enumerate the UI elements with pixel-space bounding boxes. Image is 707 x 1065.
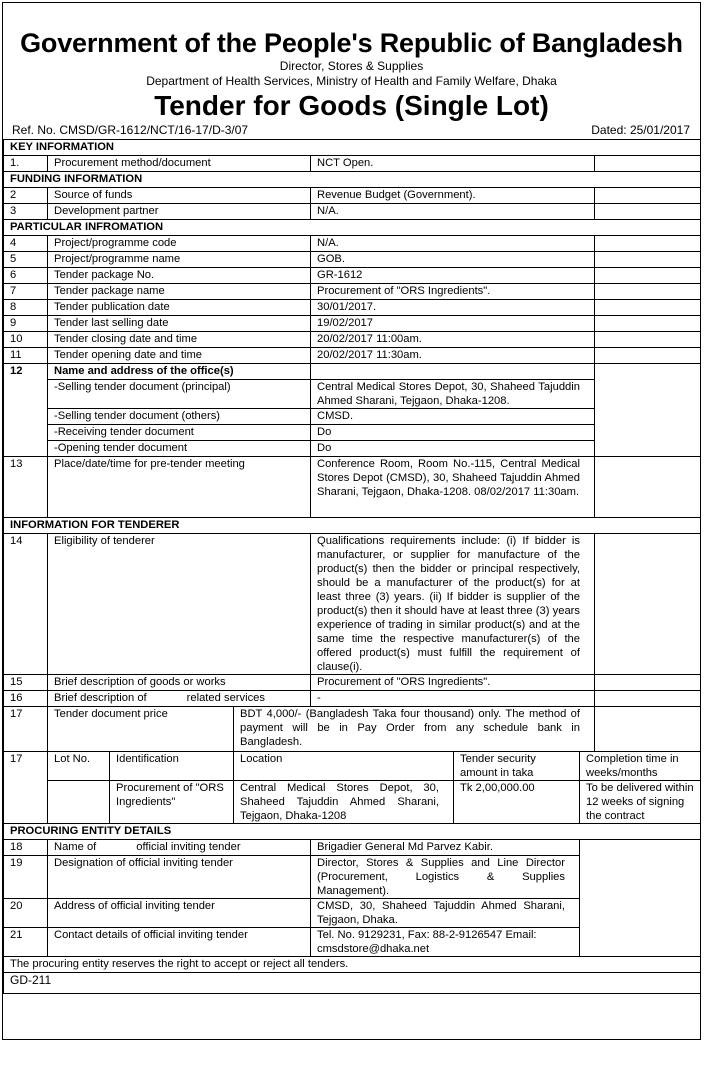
row-label: Designation of official inviting tender [48, 856, 311, 899]
row-value: Procurement of "ORS Ingredients". [311, 675, 595, 691]
row-label: Tender last selling date [48, 316, 311, 332]
table-row [4, 332, 701, 348]
table-row [4, 781, 701, 824]
row-extra [595, 268, 701, 284]
row-extra [595, 707, 701, 752]
row-extra [595, 300, 701, 316]
table-row [4, 364, 701, 380]
row-label: Tender package name [48, 284, 311, 300]
row-extra [595, 534, 701, 675]
row-number: 18 [4, 840, 48, 856]
row-number: 16 [4, 691, 48, 707]
row-number: 15 [4, 675, 48, 691]
row-label: Tender document price [48, 707, 234, 752]
completion-cell: To be delivered within 12 weeks of signing the contract [580, 781, 701, 824]
table-row [4, 957, 701, 973]
row-value: Revenue Budget (Government). [311, 188, 595, 204]
row-label: Tender package No. [48, 268, 311, 284]
table-row [4, 316, 701, 332]
row-value: CMSD, 30, Shaheed Tajuddin Ahmed Sharani, Tejgaon, Dhaka. [311, 899, 580, 928]
table-row [4, 707, 701, 752]
ref-number: Ref. No. CMSD/GR-1612/NCT/16-17/D-3/07 [12, 123, 249, 137]
department-line: Department of Health Services, Ministry of Health and Family Welfare, Dhaka [146, 74, 557, 88]
row-number: 5 [4, 252, 48, 268]
row-value: Do [311, 425, 595, 441]
section-row [4, 518, 701, 534]
row-label: Eligibility of tenderer [48, 534, 311, 675]
government-title: Government of the People's Republic of Bangladesh [20, 28, 683, 58]
row-number: 7 [4, 284, 48, 300]
row-value: 20/02/2017 11:00am. [311, 332, 595, 348]
row-label: Name of official inviting tender [48, 840, 311, 856]
row-number: 8 [4, 300, 48, 316]
row-extra [595, 332, 701, 348]
row-extra [595, 316, 701, 332]
section-row [4, 140, 701, 156]
section-tenderer: INFORMATION FOR TENDERER [4, 518, 701, 534]
row-number: 21 [4, 928, 48, 957]
row-label: Address of official inviting tender [48, 899, 311, 928]
section-row [4, 172, 701, 188]
row-extra [595, 675, 701, 691]
row-number: 12 [4, 364, 48, 457]
tender-title: Tender for Goods (Single Lot) [154, 90, 549, 121]
row-extra [595, 236, 701, 252]
row-value: Qualifications requirements include: (i) If bidder is manufacturer, or supplier for manufacture of the product(s) then the bidder or principal respectively, should be a manufacturer of the product(s) for at least three (3) years. (ii) If bidder is supplier of the product(s) then it should have at least three (3) years experience of trading in similar product(s) and at the same time the respective manufacturer(s) of the offered product(s) must fulfill the requirement of clause(i). [311, 534, 595, 675]
row-extra [595, 156, 701, 172]
row-value: N/A. [311, 204, 595, 220]
row-value: 20/02/2017 11:30am. [311, 348, 595, 364]
row-number: 6 [4, 268, 48, 284]
section-procuring: PROCURING ENTITY DETAILS [4, 824, 701, 840]
row-label: Project/programme name [48, 252, 311, 268]
row-label: -Opening tender document [48, 441, 311, 457]
row-label: Project/programme code [48, 236, 311, 252]
director-line: Director, Stores & Supplies [279, 59, 424, 73]
row-extra [595, 252, 701, 268]
row-extra [595, 457, 701, 518]
row-value: GOB. [311, 252, 595, 268]
row-extra [595, 691, 701, 707]
row-extra [595, 188, 701, 204]
identification-cell: Procurement of "ORS Ingredients" [110, 781, 234, 824]
table-row [4, 457, 701, 518]
row-label: Source of funds [48, 188, 311, 204]
footer-code: GD-211 [4, 973, 701, 994]
row-value: 19/02/2017 [311, 316, 595, 332]
row-value: Conference Room, Room No.-115, Central Medical Stores Depot (CMSD), 30, Shaheed Tajuddin Ahmed Sharani, Tejgaon, Dhaka-1208. 08/02/2017 11:30am. [311, 457, 595, 518]
row-label: -Selling tender document (principal) [48, 380, 311, 409]
row-number: 11 [4, 348, 48, 364]
row-label: Tender opening date and time [48, 348, 311, 364]
lot-cell [48, 781, 110, 824]
row-value: NCT Open. [311, 156, 595, 172]
table-row [4, 534, 701, 675]
row-value: N/A. [311, 236, 595, 252]
table-row [4, 691, 701, 707]
table-row [4, 840, 701, 856]
row-value: Central Medical Stores Depot, 30, Shaheed Tajuddin Ahmed Sharani, Tejgaon, Dhaka-1208. [311, 380, 595, 409]
tender-table [3, 139, 701, 994]
row-extra [595, 204, 701, 220]
row-label: Brief description of goods or works [48, 675, 311, 691]
row-value [311, 364, 595, 380]
table-row [4, 268, 701, 284]
row-number: 19 [4, 856, 48, 899]
section-key: KEY INFORMATION [4, 140, 701, 156]
row-extra [595, 364, 701, 457]
footer-note: The procuring entity reserves the right to accept or reject all tenders. [4, 957, 701, 973]
notice-header [3, 3, 700, 123]
table-row [4, 348, 701, 364]
row-number: 13 [4, 457, 48, 518]
row-label: Brief description of related services [48, 691, 311, 707]
identification-header: Identification [110, 752, 234, 781]
row-label: Name and address of the office(s) [48, 364, 311, 380]
table-row [4, 284, 701, 300]
table-row [4, 236, 701, 252]
lot-header: Lot No. [48, 752, 110, 781]
section-row [4, 220, 701, 236]
completion-header: Completion time in weeks/months [580, 752, 701, 781]
section-particular: PARTICULAR INFROMATION [4, 220, 701, 236]
row-value: Director, Stores & Supplies and Line Director (Procurement, Logistics & Supplies Management). [311, 856, 580, 899]
section-funding: FUNDING INFORMATION [4, 172, 701, 188]
row-number: 17 [4, 752, 48, 824]
table-row [4, 188, 701, 204]
row-number: 10 [4, 332, 48, 348]
section-row [4, 824, 701, 840]
table-row [4, 752, 701, 781]
row-label: -Selling tender document (others) [48, 409, 311, 425]
security-header: Tender security amount in taka [454, 752, 580, 781]
row-value: - [311, 691, 595, 707]
row-label: Tender closing date and time [48, 332, 311, 348]
location-cell: Central Medical Stores Depot, 30, Shaheed Tajuddin Ahmed Sharani, Tejgaon, Dhaka-1208 [234, 781, 454, 824]
row-extra [595, 284, 701, 300]
row-number: 14 [4, 534, 48, 675]
security-cell: Tk 2,00,000.00 [454, 781, 580, 824]
row-value: Brigadier General Md Parvez Kabir. [311, 840, 580, 856]
location-header: Location [234, 752, 454, 781]
row-value: BDT 4,000/- (Bangladesh Taka four thousand) only. The method of payment will be in Pay Order from any schedule bank in Bangladesh. [234, 707, 595, 752]
table-row [4, 252, 701, 268]
reference-line [3, 123, 700, 139]
row-value: 30/01/2017. [311, 300, 595, 316]
row-number: 9 [4, 316, 48, 332]
tender-notice [2, 2, 701, 1040]
table-row [4, 973, 701, 994]
row-number: 3 [4, 204, 48, 220]
row-number: 20 [4, 899, 48, 928]
row-number: 4 [4, 236, 48, 252]
row-extra [580, 840, 701, 957]
row-value: GR-1612 [311, 268, 595, 284]
table-row [4, 204, 701, 220]
row-number: 2 [4, 188, 48, 204]
row-value: Do [311, 441, 595, 457]
row-label: Procurement method/document [48, 156, 311, 172]
row-value: Procurement of "ORS Ingredients". [311, 284, 595, 300]
row-number: 17 [4, 707, 48, 752]
row-label: Place/date/time for pre-tender meeting [48, 457, 311, 518]
row-label: Tender publication date [48, 300, 311, 316]
table-row [4, 300, 701, 316]
row-number: 1. [4, 156, 48, 172]
row-value: CMSD. [311, 409, 595, 425]
row-extra [595, 348, 701, 364]
dated: Dated: 25/01/2017 [591, 123, 690, 137]
row-label: Development partner [48, 204, 311, 220]
table-row [4, 675, 701, 691]
row-label: -Receiving tender document [48, 425, 311, 441]
row-label: Contact details of official inviting tender [48, 928, 311, 957]
row-value: Tel. No. 9129231, Fax: 88-2-9126547 Email: cmsdstore@dhaka.net [311, 928, 580, 957]
table-row [4, 156, 701, 172]
